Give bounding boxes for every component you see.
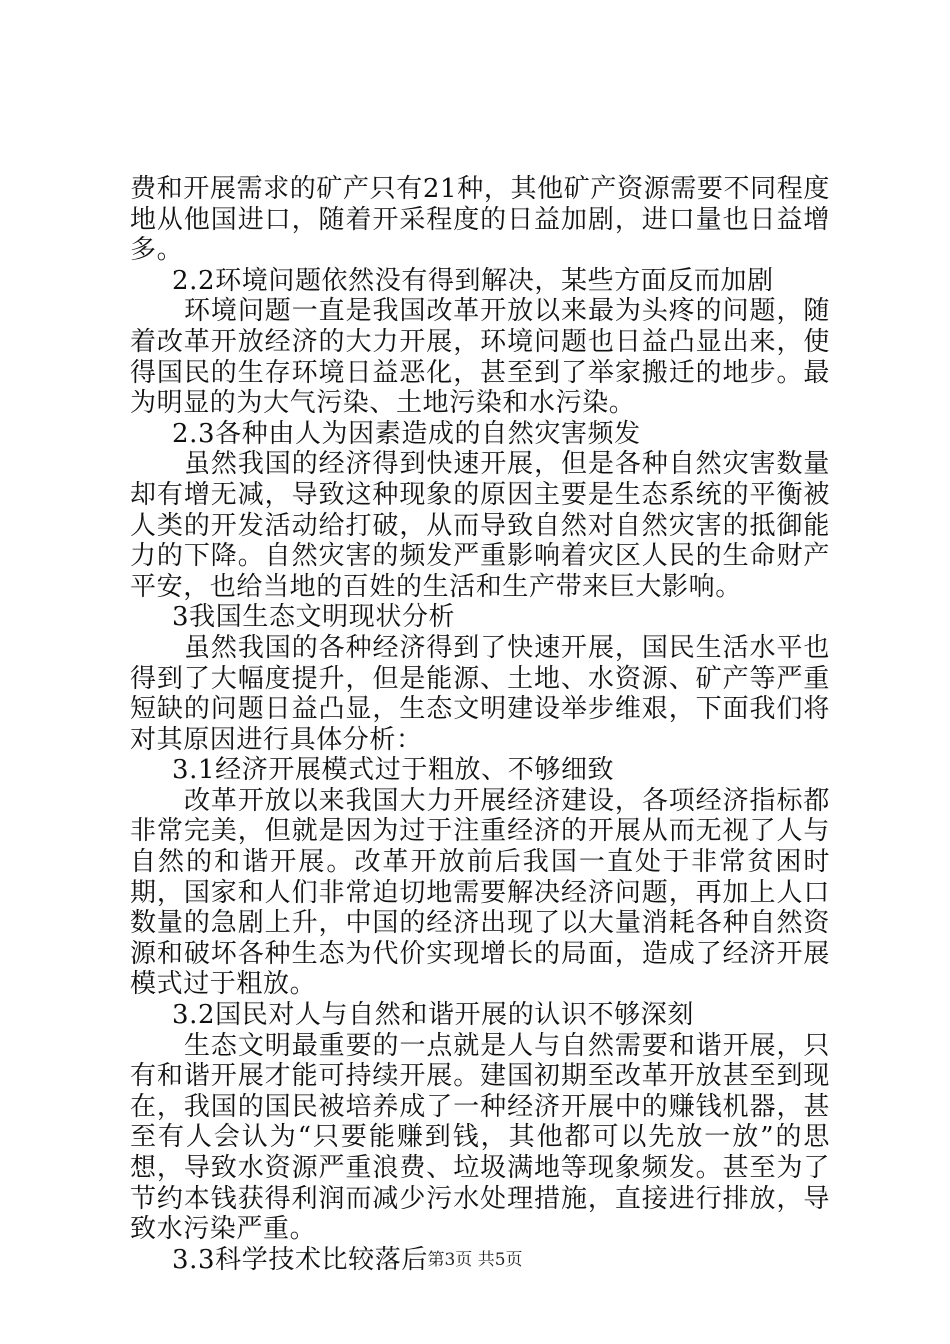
paragraph-continuation: 费和开展需求的矿产只有21种，其他矿产资源需要不同程度地从他国进口，随着开采程度的日益加剧，进口量也日益增多。 xyxy=(130,174,830,266)
paragraph-economic-model: 改革开放以来我国大力开展经济建设，各项经济指标都非常完美，但就是因为过于注重经济的开展从而无视了人与自然的和谐开展。改革开放前后我国一直处于非常贫困时期，国家和人们非常迫切地需要解决经济问题，再加上人口数量的急剧上升，中国的经济出现了以大量消耗各种自然资源和破坏各种生态为代价实现增长的局面，造成了经济开展模式过于粗放。 xyxy=(130,785,830,1000)
section-heading-2-2: 2.2环境问题依然没有得到解决，某些方面反而加剧 xyxy=(172,265,774,296)
paragraph-disasters: 虽然我国的经济得到快速开展，但是各种自然灾害数量却有增无减，导致这种现象的原因主要是生态系统的平衡被人类的开发活动给打破，从而导致自然对自然灾害的抵御能力的下降。自然灾害的频发严重影响着灾区人民的生命财产平安，也给当地的百姓的生活和生产带来巨大影响。 xyxy=(130,449,830,602)
page-number-footer: 第3页 共5页 xyxy=(427,1250,523,1270)
section-heading-3: 3我国生态文明现状分析 xyxy=(172,602,456,633)
paragraph-environment: 环境问题一直是我国改革开放以来最为头疼的问题，随着改革开放经济的大力开展，环境问题也日益凸显出来，使得国民的生存环境日益恶化，甚至到了举家搬迁的地步。最为明显的为大气污染、土地污染和水污染。 xyxy=(130,296,830,419)
section-heading-3-3: 3.3科学技术比较落后 xyxy=(172,1244,428,1275)
section-heading-3-1: 3.1经济开展模式过于粗放、不够细致 xyxy=(172,755,615,786)
paragraph-awareness: 生态文明最重要的一点就是人与自然需要和谐开展，只有和谐开展才能可持续开展。建国初期至改革开放甚至到现在，我国的国民被培养成了一种经济开展中的赚钱机器，甚至有人会认为“只要能赚到钱，其他都可以先放一放”的思想，导致水资源严重浪费、垃圾满地等现象频发。甚至为了节约本钱获得利润而减少污水处理措施，直接进行排放，导致水污染严重。 xyxy=(130,1030,830,1245)
section-heading-2-3: 2.3各种由人为因素造成的自然灾害频发 xyxy=(172,418,641,449)
paragraph-status-analysis: 虽然我国的各种经济得到了快速开展，国民生活水平也得到了大幅度提升，但是能源、土地、水资源、矿产等严重短缺的问题日益凸显，生态文明建设举步维艰，下面我们将对其原因进行具体分析： xyxy=(130,632,830,755)
document-body xyxy=(130,174,830,1275)
section-heading-3-2: 3.2国民对人与自然和谐开展的认识不够深刻 xyxy=(172,1000,694,1031)
